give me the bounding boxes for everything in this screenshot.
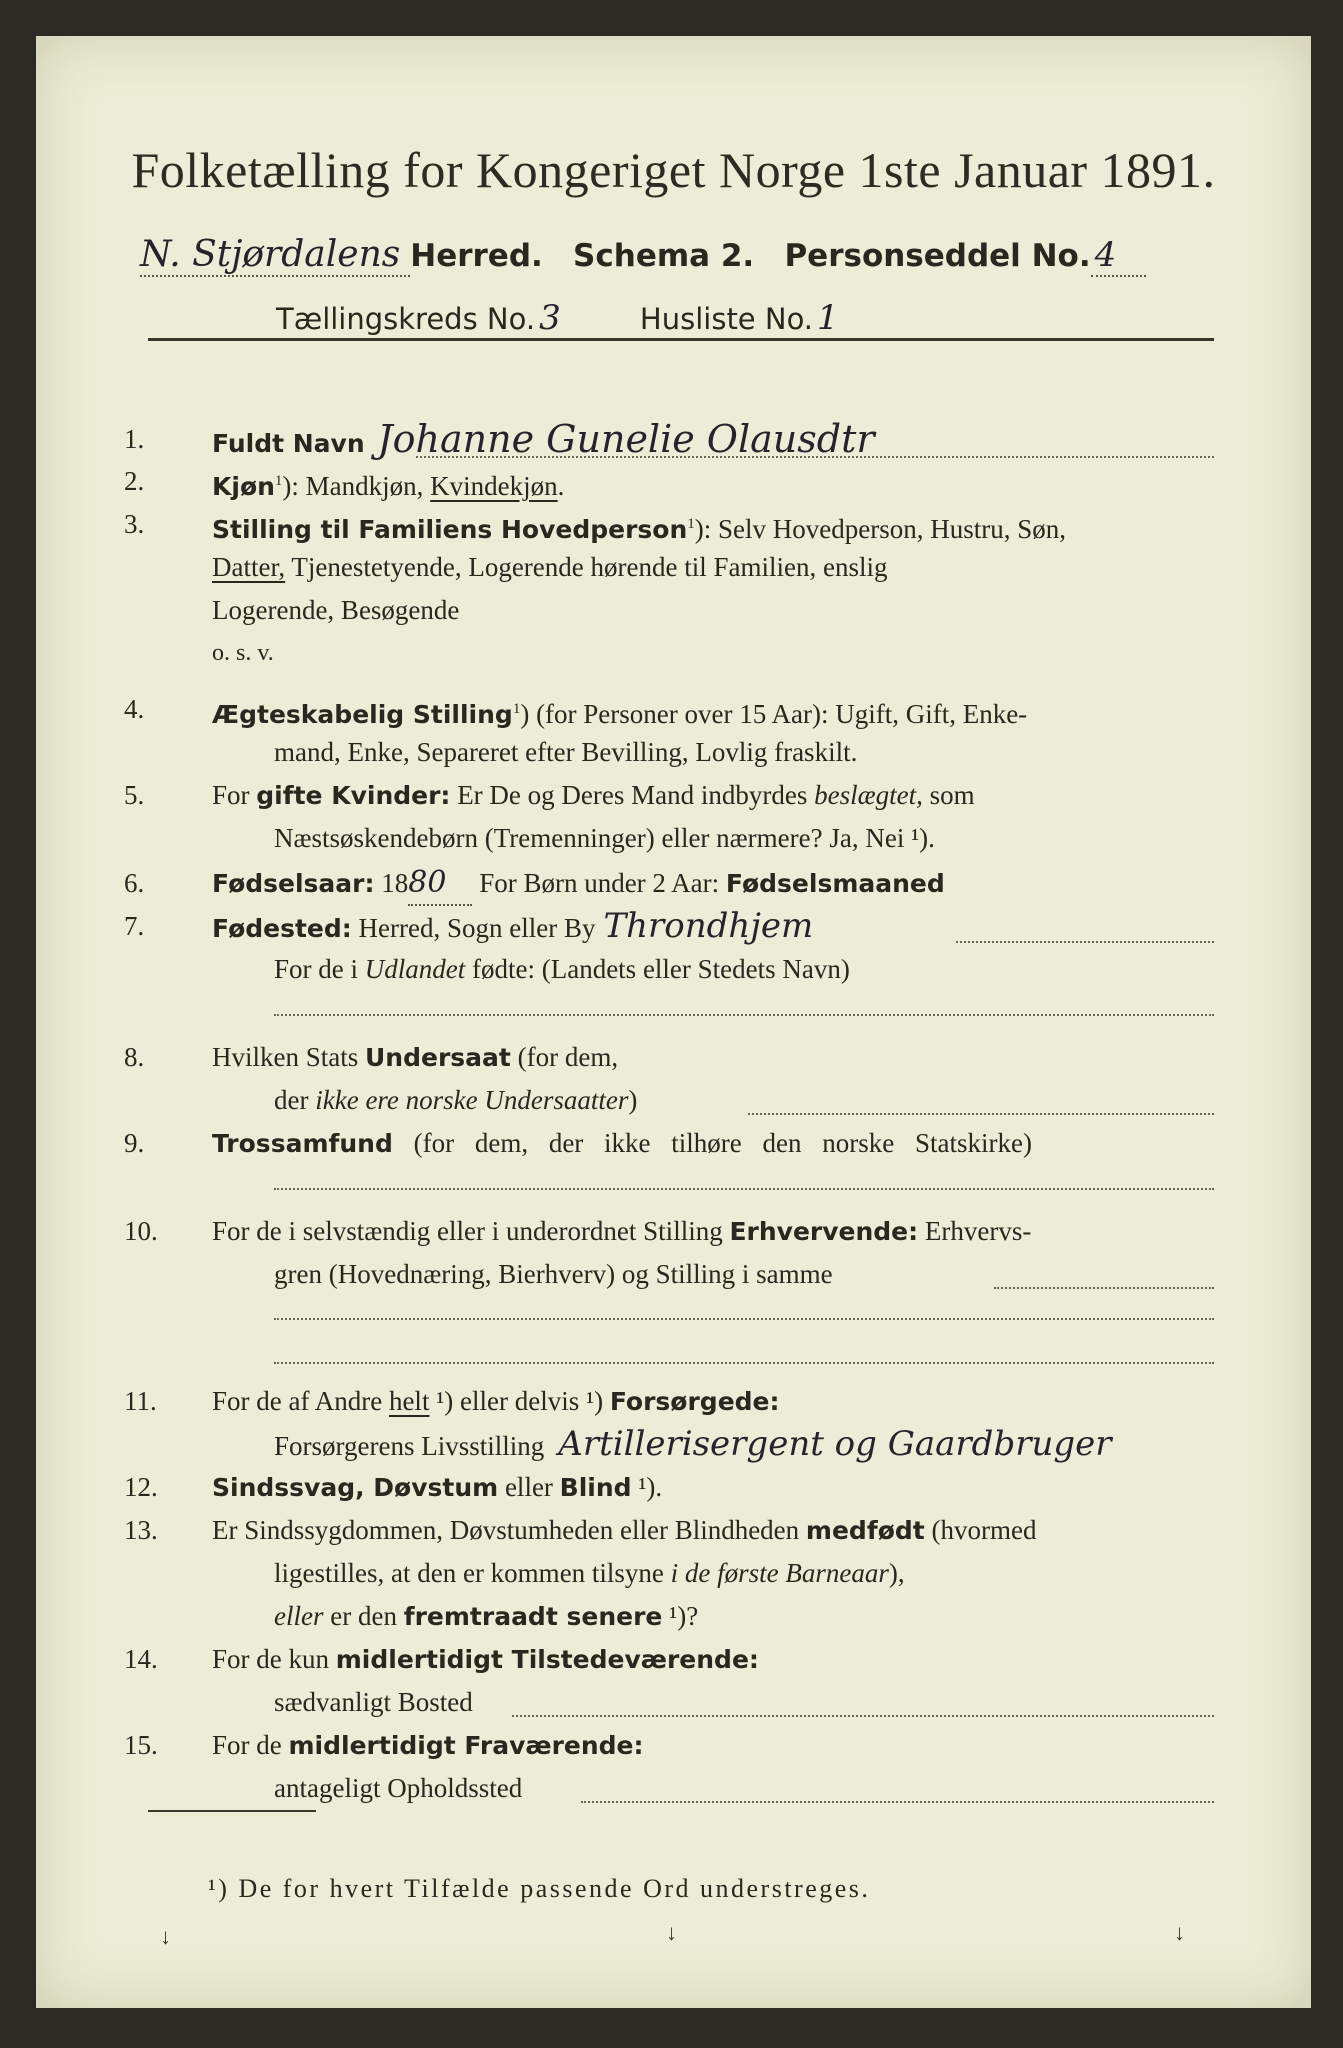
marital-status-label: Ægteskabelig Stilling	[212, 700, 513, 729]
text: Forsørgerens Livsstilling	[274, 1431, 545, 1461]
option-datter-underlined: Datter,	[212, 552, 286, 582]
husliste-label: Husliste No.	[639, 302, 814, 336]
text: For Børn under 2 Aar:	[472, 868, 726, 898]
registration-mark: ↓	[666, 1920, 677, 1945]
text: o. s. v.	[212, 640, 274, 666]
text: eller	[498, 1472, 560, 1502]
dotted-line	[274, 1014, 1214, 1016]
header-row-kreds	[276, 298, 879, 340]
dotted-line	[581, 1801, 1214, 1803]
text: (for dem, der ikke tilhøre den norske Statskirke)	[392, 1128, 1032, 1158]
text: ): Selv Hovedperson, Hustru, Søn,	[694, 514, 1067, 544]
temporary-absent-label: midlertidigt Fraværende:	[288, 1731, 644, 1760]
text: ,	[416, 471, 431, 501]
item-number: 1.	[124, 424, 145, 454]
dotted-line	[274, 1362, 1214, 1364]
dotted-line	[994, 1287, 1214, 1289]
text: ) (for Personer over 15 Aar): Ugift, Gift, Enke-	[520, 699, 1028, 729]
item-number: 6.	[124, 868, 145, 898]
header-row-herred	[140, 234, 1146, 277]
text: Erhvervs-	[918, 1216, 1032, 1246]
herred-value: N. Stjørdalens	[140, 234, 410, 277]
text: .	[557, 471, 565, 501]
birth-year-value: 80	[408, 862, 472, 906]
congenital-label: medfødt	[805, 1516, 925, 1545]
text: Næstsøskendebørn (Tremenninger) eller nærmere? Ja, Nei ¹).	[274, 823, 935, 853]
footnote-ref: 1	[512, 701, 521, 717]
item-number: 9.	[124, 1128, 145, 1158]
birthplace-label: Fødested:	[212, 914, 352, 943]
item-number: 14.	[124, 1644, 158, 1674]
text: For de	[212, 1730, 289, 1760]
kreds-value: 3	[535, 298, 601, 340]
text: Tjenestetyende, Logerende hørende til Familien, enslig	[285, 552, 888, 582]
registration-mark: ↓	[1174, 1920, 1185, 1945]
blind-label: Blind	[559, 1473, 632, 1502]
birth-month-label: Fødselsmaaned	[725, 869, 945, 898]
later-onset-label: fremtraadt senere	[403, 1602, 663, 1631]
occupation-label: Erhvervende:	[729, 1217, 919, 1246]
item-number: 3.	[124, 509, 145, 539]
option-helt-underlined: helt	[388, 1386, 430, 1416]
text: (for dem,	[510, 1042, 619, 1072]
married-women-label: gifte Kvinder:	[256, 781, 451, 810]
text: )	[628, 1085, 638, 1115]
husliste-value: 1	[813, 298, 879, 340]
text: som	[922, 780, 975, 810]
form-title: Folketælling for Kongeriget Norge 1ste Januar 1891.	[131, 142, 1216, 198]
dotted-line	[956, 941, 1214, 943]
dotted-line	[274, 1318, 1214, 1320]
text-italic: Udlandet	[364, 954, 466, 984]
text-italic: beslægtet,	[814, 780, 923, 810]
item-number: 7.	[124, 911, 145, 941]
item-number: 2.	[124, 466, 145, 496]
text: ¹)?	[662, 1601, 699, 1631]
text: mand, Enke, Separeret efter Bevilling, Lovlig fraskilt.	[274, 737, 858, 767]
text: ¹).	[631, 1472, 663, 1502]
religion-label: Trossamfund	[212, 1129, 393, 1158]
option-kvindekjon-underlined: Kvindekjøn	[430, 471, 558, 501]
text: For de af Andre	[212, 1386, 389, 1416]
text: antageligt Opholdssted	[274, 1773, 523, 1803]
disability-label: Sindssvag, Døvstum	[212, 1473, 499, 1502]
dotted-line	[512, 1715, 1214, 1717]
text: For	[212, 780, 257, 810]
dotted-line	[416, 456, 1214, 458]
dotted-line	[274, 1188, 1214, 1190]
registration-mark: ↓	[160, 1924, 171, 1949]
schema-label: Schema 2.	[573, 238, 755, 274]
text: fødte: (Landets eller Stedets Navn)	[465, 954, 850, 984]
text: ):	[282, 471, 306, 501]
birth-year-label: Fødselsaar:	[212, 869, 375, 898]
footnote-ref: 1	[687, 516, 695, 532]
text: Hvilken Stats	[212, 1042, 365, 1072]
dotted-line	[748, 1113, 1214, 1115]
footnote: ¹) De for hvert Tilfælde passende Ord understreges.	[208, 1874, 871, 1903]
item-number: 10.	[124, 1216, 158, 1246]
sex-label: Kjøn	[212, 472, 275, 501]
full-name-label: Fuldt Navn	[212, 429, 365, 458]
census-form-sheet	[36, 36, 1311, 2008]
supporter-occupation-value: Artillerisergent og Gaardbruger	[558, 1424, 1112, 1464]
personseddel-label: Personseddel No.	[784, 238, 1091, 274]
footnote-ref: 1	[274, 473, 283, 489]
item-number: 8.	[124, 1042, 145, 1072]
text: gren (Hovednæring, Bierhverv) og Stilling i samme	[274, 1259, 833, 1289]
text-italic: eller	[274, 1601, 324, 1631]
item-number: 15.	[124, 1730, 158, 1760]
family-position-label: Stilling til Familiens Hovedperson	[212, 515, 688, 544]
citizenship-label: Undersaat	[365, 1043, 511, 1072]
text: der	[274, 1085, 316, 1115]
supported-label: Forsørgede:	[609, 1387, 780, 1416]
text: Herred, Sogn eller By	[351, 913, 596, 943]
text: For de kun	[212, 1644, 336, 1674]
text: ¹) eller delvis ¹)	[429, 1386, 610, 1416]
temporary-present-label: midlertidigt Tilstedeværende:	[335, 1645, 759, 1674]
text: Er De og Deres Mand indbyrdes	[450, 780, 815, 810]
text-italic: i de første Barneaar	[670, 1558, 889, 1588]
item-number: 11.	[124, 1386, 157, 1416]
text: er den	[323, 1601, 404, 1631]
text: sædvanligt Bosted	[274, 1687, 473, 1717]
text: 18	[374, 868, 409, 898]
full-name-value: Johanne Gunelie Olausdtr	[377, 417, 875, 461]
herred-label: Herred.	[410, 238, 543, 274]
option-mandkjon: Mandkjøn	[305, 471, 417, 501]
text: For de i selvstændig eller i underordnet Stilling	[212, 1216, 730, 1246]
header-divider	[148, 338, 1214, 341]
footnote-divider	[148, 1810, 316, 1812]
text: For de i	[274, 954, 365, 984]
item-number: 12.	[124, 1472, 158, 1502]
text: ),	[888, 1558, 905, 1588]
text: (hvormed	[924, 1515, 1037, 1545]
personseddel-value: 4	[1091, 235, 1147, 277]
text: Er Sindssygdommen, Døvstumheden eller Blindheden	[212, 1515, 806, 1545]
text: ligestilles, at den er kommen tilsyne	[274, 1558, 671, 1588]
item-number: 13.	[124, 1515, 158, 1545]
text: Logerende, Besøgende	[212, 595, 460, 625]
text-italic: ikke ere norske Undersaatter	[315, 1085, 629, 1115]
item-number: 5.	[124, 780, 145, 810]
kreds-label: Tællingskreds No.	[276, 302, 536, 336]
birthplace-value: Throndhjem	[603, 906, 814, 946]
item-number: 4.	[124, 694, 145, 724]
